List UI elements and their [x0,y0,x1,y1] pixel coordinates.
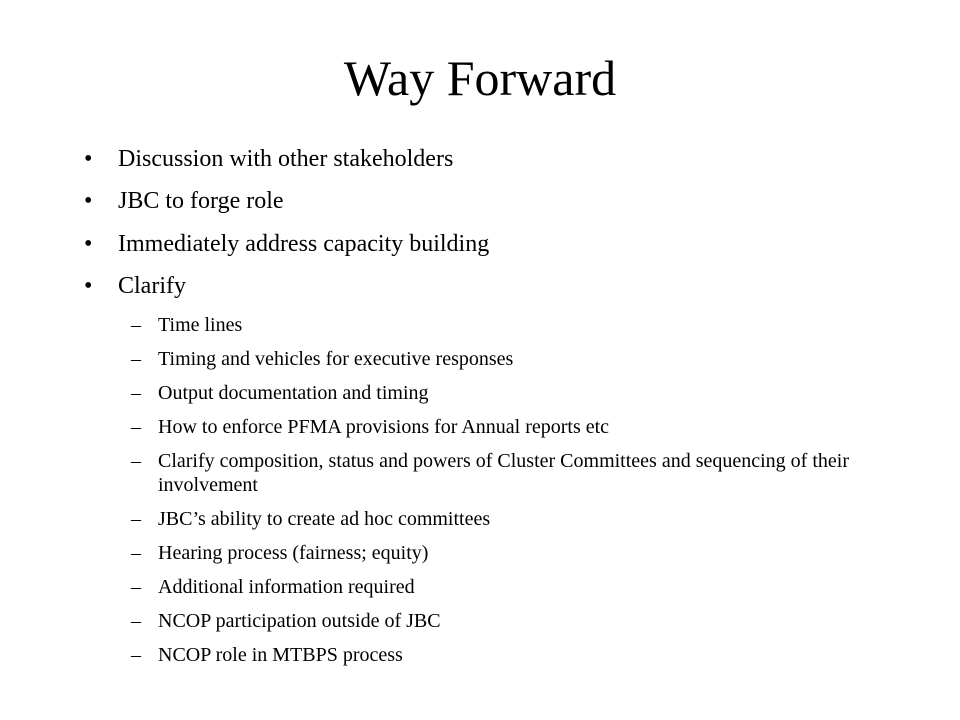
sub-bullet-label: Output documentation and timing [158,382,429,404]
bullet-label: Immediately address capacity building [118,231,490,257]
sub-bullet-label: How to enforce PFMA provisions for Annual reports etc [158,416,610,438]
sub-bullet-glyph: – [131,314,141,336]
sub-bullet-glyph: – [131,576,141,598]
slide-title: Way Forward [343,50,617,106]
bullet-glyph: • [84,273,93,299]
sub-bullet-glyph: – [131,450,141,472]
sub-bullet-glyph: – [131,542,141,564]
bullet-label: Discussion with other stakeholders [118,146,454,172]
sub-bullet-label: Clarify composition, status and powers of Cluster Committees and sequencing of their involvement [158,450,849,496]
sub-bullet-label: JBC’s ability to create ad hoc committees [158,508,491,530]
sub-bullet-label: Hearing process (fairness; equity) [158,542,429,564]
bullet-label: Clarify [118,273,186,299]
sub-bullet-glyph: – [131,382,141,404]
sub-bullet-glyph: – [131,610,141,632]
bullet-glyph: • [84,188,93,214]
bullet-glyph: • [84,146,93,172]
sub-bullet-glyph: – [131,348,141,370]
sub-bullet-label: Additional information required [158,576,415,598]
sub-bullet-label: NCOP role in MTBPS process [158,644,403,666]
sub-bullet-glyph: – [131,508,141,530]
sub-bullet-label: Time lines [158,314,243,336]
sub-bullet-glyph: – [131,644,141,666]
bullet-glyph: • [84,231,93,257]
sub-bullet-label: Timing and vehicles for executive responses [158,348,514,370]
sub-bullet-label: NCOP participation outside of JBC [158,610,441,632]
bullet-label: JBC to forge role [118,188,284,214]
sub-bullet-glyph: – [131,416,141,438]
